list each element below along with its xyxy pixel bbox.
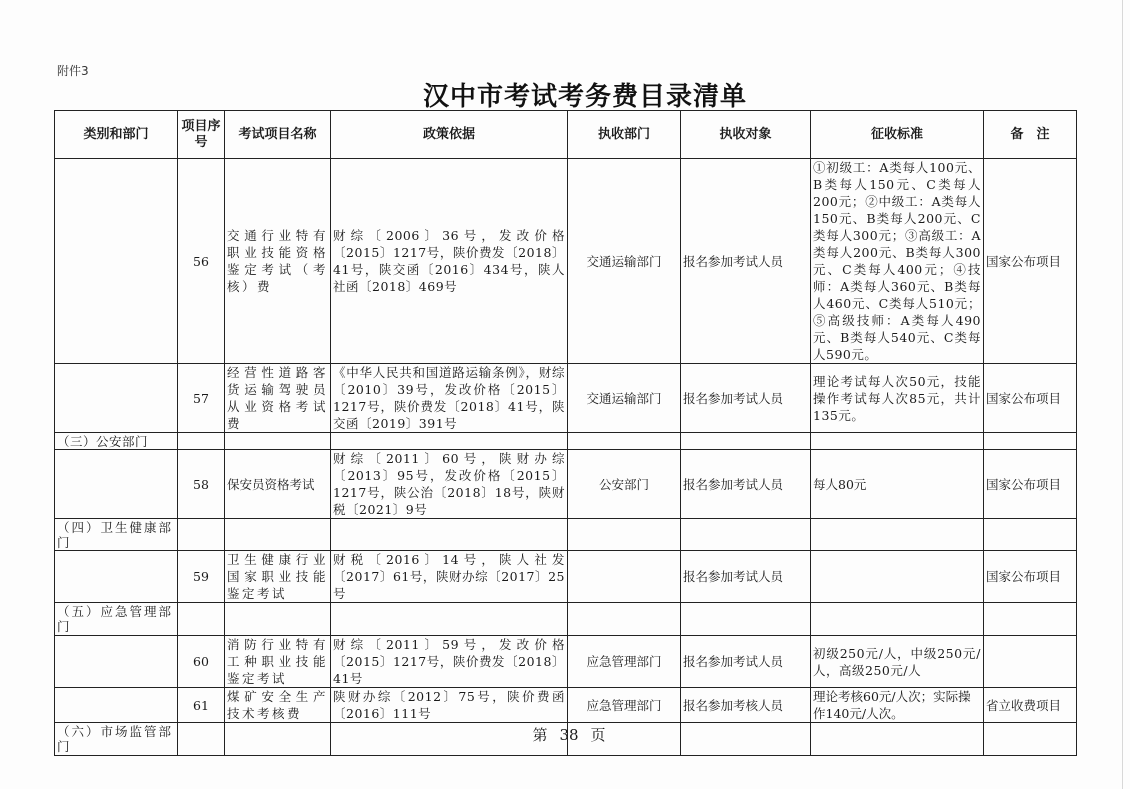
cell-target: 报名参加考试人员 (681, 551, 811, 603)
header-target: 执收对象 (681, 111, 811, 159)
cell-standard (811, 551, 984, 603)
header-category: 类别和部门 (55, 111, 178, 159)
cell-category (55, 636, 178, 688)
cell-dept: 应急管理部门 (568, 636, 681, 688)
cell-name: 交通行业特有职业技能资格鉴定考试（考核）费 (225, 159, 331, 364)
page-suffix: 页 (590, 726, 606, 744)
document-title: 汉中市考试考务费目录清单 (422, 82, 747, 112)
header-standard: 征收标准 (811, 111, 984, 159)
cell-standard: ①初级工：A类每人100元、B类每人150元、C类每人200元；②中级工：A类每人150元、B类每人200元、C类每人300元；③高级工：A类每人200元、B类每人300元、C类每人400元；④技师：A类每人360元、B类每人460元、C类每人510元；⑤高级技师：A类每人490元、B类每人540元、C类每人590元。 (811, 159, 984, 364)
cell-seq: 60 (178, 636, 225, 688)
cell-basis: 财综〔2006〕36号，发改价格〔2015〕1217号，陕价费发〔2018〕41号，陕交函〔2016〕434号，陕人社函〔2018〕469号 (331, 159, 568, 364)
header-seq: 项目序号 (178, 111, 225, 159)
fee-catalog-table (54, 110, 1077, 756)
cell-name: 消防行业特有工种职业技能鉴定考试 (225, 636, 331, 688)
scan-edge-line (1122, 0, 1123, 789)
cell-target: 报名参加考核人员 (681, 688, 811, 723)
cell-seq: 59 (178, 551, 225, 603)
cell-remark: 省立收费项目 (984, 688, 1077, 723)
section-row (55, 433, 1077, 450)
cell-standard: 初级250元/人，中级250元/人，高级250元/人 (811, 636, 984, 688)
cell-remark: 国家公布项目 (984, 551, 1077, 603)
cell-target: 报名参加考试人员 (681, 364, 811, 433)
section-row (55, 603, 1077, 636)
cell-target: 报名参加考试人员 (681, 450, 811, 519)
cell-category (55, 159, 178, 364)
table-row (55, 688, 1077, 723)
table-row (55, 551, 1077, 603)
section-label: （四）卫生健康部门 (55, 519, 178, 551)
cell-dept: 交通运输部门 (568, 364, 681, 433)
cell-remark: 国家公布项目 (984, 364, 1077, 433)
table-header-row (55, 111, 1077, 159)
cell-dept: 应急管理部门 (568, 688, 681, 723)
header-basis: 政策依据 (331, 111, 568, 159)
header-name: 考试项目名称 (225, 111, 331, 159)
cell-seq: 58 (178, 450, 225, 519)
page-prefix: 第 (532, 726, 548, 744)
table-row (55, 636, 1077, 688)
cell-category (55, 551, 178, 603)
header-dept: 执收部门 (568, 111, 681, 159)
page-number-value: 38 (559, 726, 579, 744)
cell-basis: 财税〔2016〕14号，陕人社发〔2017〕61号，陕财办综〔2017〕25号 (331, 551, 568, 603)
section-label: （三）公安部门 (55, 433, 178, 450)
cell-basis: 财综〔2011〕60号，陕财办综〔2013〕95号，发改价格〔2015〕1217号，陕公治〔2018〕18号，陕财税〔2021〕9号 (331, 450, 568, 519)
cell-standard: 每人80元 (811, 450, 984, 519)
cell-category (55, 688, 178, 723)
header-remark: 备 注 (984, 111, 1077, 159)
cell-remark: 国家公布项目 (984, 450, 1077, 519)
cell-name: 保安员资格考试 (225, 450, 331, 519)
cell-standard: 理论考试每人次50元，技能操作考试每人次85元，共计135元。 (811, 364, 984, 433)
cell-seq: 56 (178, 159, 225, 364)
section-label: （六）市场监管部门 (55, 723, 178, 756)
cell-remark: 国家公布项目 (984, 159, 1077, 364)
attachment-label: 附件3 (57, 64, 89, 78)
table-row (55, 450, 1077, 519)
cell-remark (984, 636, 1077, 688)
cell-seq: 61 (178, 688, 225, 723)
cell-dept: 公安部门 (568, 450, 681, 519)
section-label: （五）应急管理部门 (55, 603, 178, 636)
cell-dept (568, 551, 681, 603)
cell-dept: 交通运输部门 (568, 159, 681, 364)
section-row (55, 519, 1077, 551)
cell-name: 卫生健康行业国家职业技能鉴定考试 (225, 551, 331, 603)
cell-target: 报名参加考试人员 (681, 636, 811, 688)
page-number (0, 724, 1130, 745)
cell-target: 报名参加考试人员 (681, 159, 811, 364)
cell-seq: 57 (178, 364, 225, 433)
cell-category (55, 450, 178, 519)
cell-category (55, 364, 178, 433)
cell-standard: 理论考核60元/人次；实际操作140元/人次。 (811, 688, 984, 723)
table-row (55, 159, 1077, 364)
cell-basis: 《中华人民共和国道路运输条例》，财综〔2010〕39号，发改价格〔2015〕1217号，陕价费发〔2018〕41号，陕交函〔2019〕391号 (331, 364, 568, 433)
cell-basis: 财综〔2011〕59号，发改价格〔2015〕1217号，陕价费发〔2018〕41号 (331, 636, 568, 688)
cell-basis: 陕财办综〔2012〕75号，陕价费函〔2016〕111号 (331, 688, 568, 723)
cell-name: 经营性道路客货运输驾驶员从业资格考试费 (225, 364, 331, 433)
table-row (55, 364, 1077, 433)
cell-name: 煤矿安全生产技术考核费 (225, 688, 331, 723)
